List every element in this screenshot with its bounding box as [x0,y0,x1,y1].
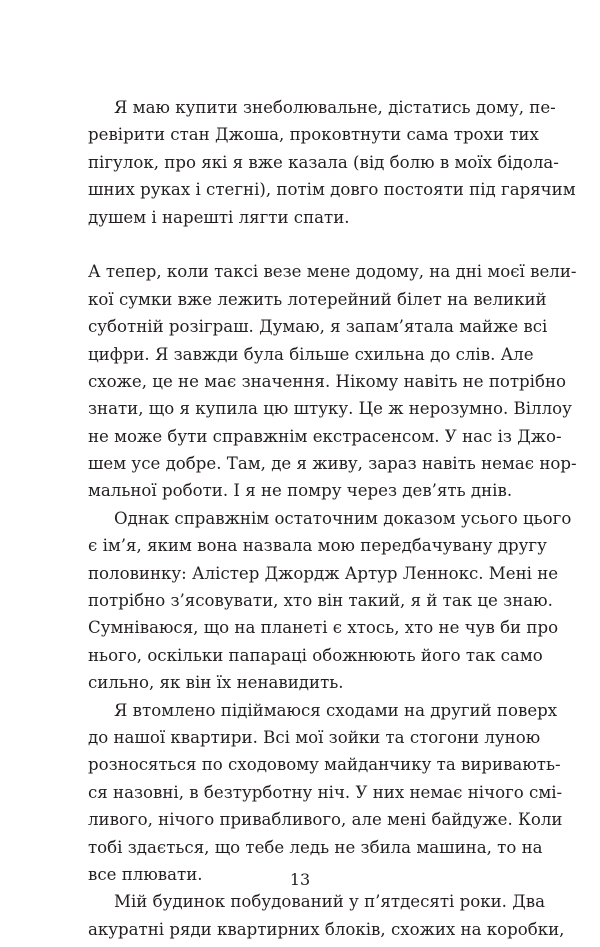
text-line: до нашої квартири. Всі мої зойки та стогони луною [88,727,541,747]
text-line: акуратні ряди квартирних блоків, схожих на коробки, [88,919,565,939]
text-line: Однак справжнім остаточним доказом усього цього [114,508,572,528]
text-line: є ім’я, яким вона назвала мою передбачувану другу [88,536,547,556]
text-line: А тепер, коли таксі везе мене додому, на дні моєї вели- [88,262,577,282]
text-line: розносяться по сходовому майданчику та виривають- [88,755,561,775]
text-line: шем усе добре. Там, де я живу, зараз навіть немає нор- [88,454,577,474]
text-line: Я втомлено підіймаюся сходами на другий поверх [114,700,558,720]
text-line: кої сумки вже лежить лотерейний білет на великий [88,289,547,309]
text-line: ливого, нічого привабливого, але мені байдуже. Коли [88,810,563,830]
text-line: ревірити стан Джоша, проковтнути сама трохи тих [88,125,539,145]
text-line: пігулок, про які я вже казала (від болю в моїх бідола- [88,152,559,172]
text-line: суботній розіграш. Думаю, я запам’ятала майже всі [88,317,548,337]
paragraph [88,888,565,943]
text-line: Сумніваюся, що на планеті є хтось, хто не чув би про [88,618,559,638]
text-line: Я маю купити знеболювальне, дістатись дому, пе- [114,98,556,117]
paragraph [88,697,563,889]
text-line: сильно, як він їх ненавидить. [88,673,344,693]
page-number: 13 [289,870,311,889]
paragraph [88,258,577,505]
text-line: мальної роботи. І я не помру через дев’ять днів. [88,481,513,501]
text-line: схоже, це не має значення. Нікому навіть не потрібно [88,371,567,391]
text-line: Мій будинок побудований у п’ятдесяті роки. Два [114,892,545,912]
text-line: цифри. Я завжди була більше схильна до слів. Але [88,344,534,364]
paragraph-gap [88,231,503,258]
text-line: шних руках і стегні), потім довго постояти під гарячим [88,180,576,200]
text-line: потрібно з’ясовувати, хто він такий, я й так це знаю. [88,591,553,611]
text-line: нього, оскільки папараці обожнюють його так само [88,645,543,665]
text-line: ся назовні, в безтурботну ніч. У них немає нічого смі- [88,782,563,802]
paragraph [88,505,572,697]
paragraph [88,94,576,231]
text-line: все плювати. [88,864,203,884]
text-line: душем і нарешті лягти спати. [88,207,350,227]
body-text [88,94,577,943]
text-line: знати, що я купила цю штуку. Це ж нерозумно. Віллоу [88,399,572,419]
text-line: половинку: Алістер Джордж Артур Леннокс. Мені не [88,563,559,583]
text-line: тобі здається, що тебе ледь не збила машина, то на [88,837,543,857]
text-line: не може бути справжнім екстрасенсом. У нас із Джо- [88,426,562,446]
